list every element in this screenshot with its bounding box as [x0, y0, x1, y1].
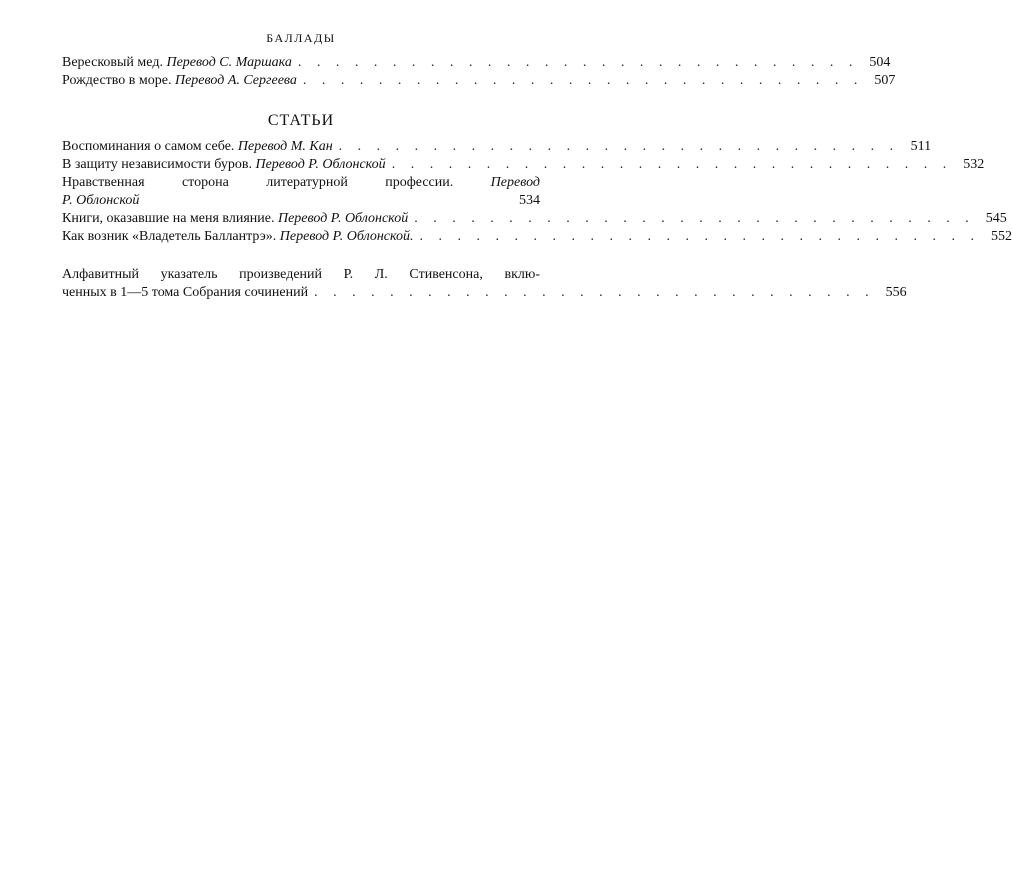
page-number: 507: [874, 73, 896, 88]
dot-leader: . . . . . . . . . . . . . . . . . . . . . . . . . . . . . .: [414, 211, 975, 226]
entry-title: Вересковый мед.: [62, 55, 163, 70]
dot-leader: . . . . . . . . . . . . . . . . . . . . . . . . . . . . . .: [338, 139, 900, 154]
toc-entry: [62, 54, 891, 72]
page-number: 532: [963, 157, 985, 172]
dot-leader: . . . . . . . . . . . . . . . . . . . . . . . . . . . . . .: [302, 73, 864, 88]
entry-translation: Перевод Р. Облонской: [255, 157, 386, 172]
entry-title: Рождество в море.: [62, 73, 172, 88]
section-heading-articles: СТАТЬИ: [267, 112, 335, 129]
ballads-list: [62, 54, 896, 90]
index-entry: [62, 266, 907, 302]
articles-list: [62, 138, 1012, 246]
index-entry-line1: Алфавитный указатель произведений Р. Л. Стивенсона, вклю-: [62, 267, 540, 282]
dot-leader: . . . . . . . . . . . . . . . . . . . . . . . . . . . . . .: [297, 55, 859, 70]
dot-leader: . . . . . . . . . . . . . . . . . . . . . . . . . . . . . .: [314, 285, 875, 300]
entry-translation: Перевод Р. Облонской: [277, 211, 409, 226]
entry-translation: Перевод А. Сергеева: [174, 73, 297, 88]
table-of-contents: [62, 28, 1012, 302]
entry-title: Как возник «Владетель Баллантрэ».: [62, 229, 277, 244]
dot-leader: . . . . . . . . . . . . . . . . . . . . . . . . . . . . . .: [419, 229, 981, 244]
page-number: 545: [985, 211, 1007, 226]
page-number: 504: [869, 55, 891, 70]
toc-entry: [62, 138, 932, 156]
entry-translation-part: Перевод: [490, 175, 540, 190]
dot-leader: . . . . . . . . . . . . . . . . . . . . . . . . . . . . . .: [391, 157, 953, 172]
entry-title: В защиту независимости буров.: [62, 157, 252, 172]
toc-entry: [62, 210, 1007, 228]
toc-entry-multiline: [62, 174, 540, 210]
entry-translation: Перевод С. Маршака: [166, 55, 292, 70]
entry-title: Воспоминания о самом себе.: [62, 139, 235, 154]
section-heading-ballads: БАЛЛАДЫ: [266, 31, 336, 45]
toc-entry: [62, 72, 896, 90]
page-number: 534: [519, 193, 540, 208]
entry-translation: Перевод М. Кан: [237, 139, 333, 154]
entry-translation: Перевод Р. Облонской.: [279, 229, 414, 244]
entry-title: Нравственная сторона литературной профессии.: [62, 175, 454, 190]
page-number: 556: [885, 285, 907, 300]
entry-translation-part: Р. Облонской: [62, 193, 140, 208]
index-entry-line2: ченных в 1—5 тома Собрания сочинений: [62, 285, 309, 300]
entry-title: Книги, оказавшие на меня влияние.: [62, 211, 275, 226]
toc-entry: [62, 156, 985, 174]
page-number: 552: [991, 229, 1012, 244]
page-number: 511: [910, 139, 932, 154]
toc-entry: [62, 228, 1012, 246]
